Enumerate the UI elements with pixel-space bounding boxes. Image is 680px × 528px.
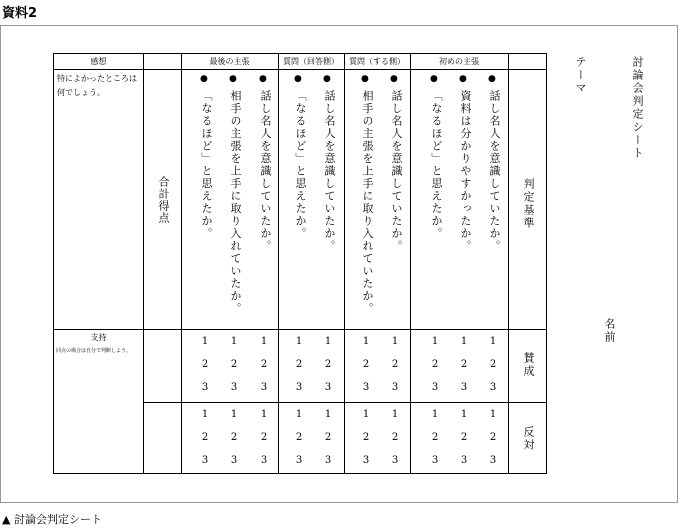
score-option: 1 [324, 409, 332, 420]
score-option: 2 [431, 432, 439, 443]
criterion-bullet: ● [294, 74, 302, 84]
criterion-bullet: ● [390, 74, 398, 84]
score-option: 3 [201, 382, 209, 393]
score-option: 2 [201, 359, 209, 370]
score-option: 1 [431, 409, 439, 420]
criterion-text: 相手の主張を上手に取り入れていたか。 [361, 90, 374, 315]
name-label: 名前 [603, 318, 616, 344]
impressions-prompt: 特によかったところは何でしょう。 [57, 74, 137, 97]
score-option: 3 [391, 382, 399, 393]
score-option: 3 [362, 455, 370, 466]
score-option: 2 [260, 432, 268, 443]
score-option: 2 [230, 432, 238, 443]
criterion-bullet: ● [229, 74, 237, 84]
score-option: 3 [230, 455, 238, 466]
score-option: 2 [295, 432, 303, 443]
score-option: 3 [324, 382, 332, 393]
criterion-text: 資料は分かりやすかったか。 [459, 90, 472, 253]
score-option: 2 [391, 432, 399, 443]
evaluation-sheet [53, 53, 547, 474]
score-option: 1 [460, 336, 468, 347]
figure-caption [2, 511, 102, 527]
criterion-bullet: ● [459, 74, 467, 84]
score-option: 1 [489, 409, 497, 420]
score-option: 2 [295, 359, 303, 370]
score-option: 2 [431, 359, 439, 370]
criterion-bullet: ● [488, 74, 496, 84]
score-option: 3 [260, 455, 268, 466]
criterion-text: 相手の主張を上手に取り入れていたか。 [229, 90, 242, 315]
criterion-bullet: ● [430, 74, 438, 84]
score-option: 3 [295, 455, 303, 466]
criterion-text: 話し名人を意識していたか。 [323, 90, 336, 253]
score-option: 2 [460, 432, 468, 443]
score-option: 3 [324, 455, 332, 466]
header-question-answer: 質問（回答側） [283, 57, 339, 66]
page-heading: 資料2 [2, 6, 38, 21]
caption-marker: ▲ [2, 513, 11, 526]
sheet-title: 討論会判定シート [631, 56, 644, 160]
criterion-text: 「なるほど」と思えたか。 [294, 90, 307, 240]
score-option: 2 [324, 359, 332, 370]
support-note: 同点の場合は自分で判断しよう。 [56, 348, 132, 354]
header-impressions: 感想 [90, 57, 107, 66]
score-option: 1 [391, 336, 399, 347]
score-option: 1 [391, 409, 399, 420]
score-option: 3 [295, 382, 303, 393]
score-option: 1 [489, 336, 497, 347]
criterion-bullet: ● [200, 74, 208, 84]
score-option: 2 [324, 432, 332, 443]
score-option: 1 [260, 336, 268, 347]
caption-text: 討論会判定シート [13, 513, 102, 526]
theme-label: テーマ [574, 56, 587, 95]
oppose-label: 反対 [522, 426, 535, 452]
score-option: 3 [230, 382, 238, 393]
criteria-label: 判定基準 [522, 178, 535, 230]
score-option: 1 [201, 336, 209, 347]
score-option: 1 [230, 336, 238, 347]
score-option: 2 [489, 432, 497, 443]
score-option: 3 [489, 455, 497, 466]
criterion-bullet: ● [259, 74, 267, 84]
score-option: 1 [362, 336, 370, 347]
score-option: 3 [460, 455, 468, 466]
criterion-text: 話し名人を意識していたか。 [488, 90, 501, 253]
score-option: 1 [260, 409, 268, 420]
score-option: 3 [460, 382, 468, 393]
score-option: 3 [260, 382, 268, 393]
score-option: 2 [260, 359, 268, 370]
score-option: 1 [431, 336, 439, 347]
criterion-bullet: ● [361, 74, 369, 84]
score-option: 1 [201, 409, 209, 420]
score-option: 3 [362, 382, 370, 393]
score-option: 1 [460, 409, 468, 420]
score-option: 3 [431, 455, 439, 466]
header-question-ask: 質問（する側） [349, 57, 405, 66]
header-last-claim: 最後の主張 [209, 57, 250, 66]
score-option: 3 [391, 455, 399, 466]
criterion-text: 「なるほど」と思えたか。 [430, 90, 443, 240]
criterion-text: 「なるほど」と思えたか。 [200, 90, 213, 240]
score-option: 2 [489, 359, 497, 370]
header-first-claim: 初めの主張 [439, 57, 479, 66]
score-option: 3 [489, 382, 497, 393]
total-label: 合計得点 [157, 176, 170, 224]
score-option: 2 [230, 359, 238, 370]
score-option: 3 [431, 382, 439, 393]
score-option: 2 [362, 432, 370, 443]
score-option: 1 [295, 336, 303, 347]
criterion-text: 話し名人を意識していたか。 [390, 90, 403, 253]
score-option: 1 [362, 409, 370, 420]
score-option: 2 [201, 432, 209, 443]
score-option: 2 [460, 359, 468, 370]
score-option: 3 [201, 455, 209, 466]
score-option: 1 [324, 336, 332, 347]
agree-label: 賛成 [522, 352, 535, 378]
score-option: 2 [391, 359, 399, 370]
score-option: 1 [295, 409, 303, 420]
score-option: 2 [362, 359, 370, 370]
criterion-bullet: ● [323, 74, 331, 84]
score-option: 1 [230, 409, 238, 420]
criterion-text: 話し名人を意識していたか。 [259, 90, 272, 253]
support-label: 支持 [90, 333, 107, 342]
